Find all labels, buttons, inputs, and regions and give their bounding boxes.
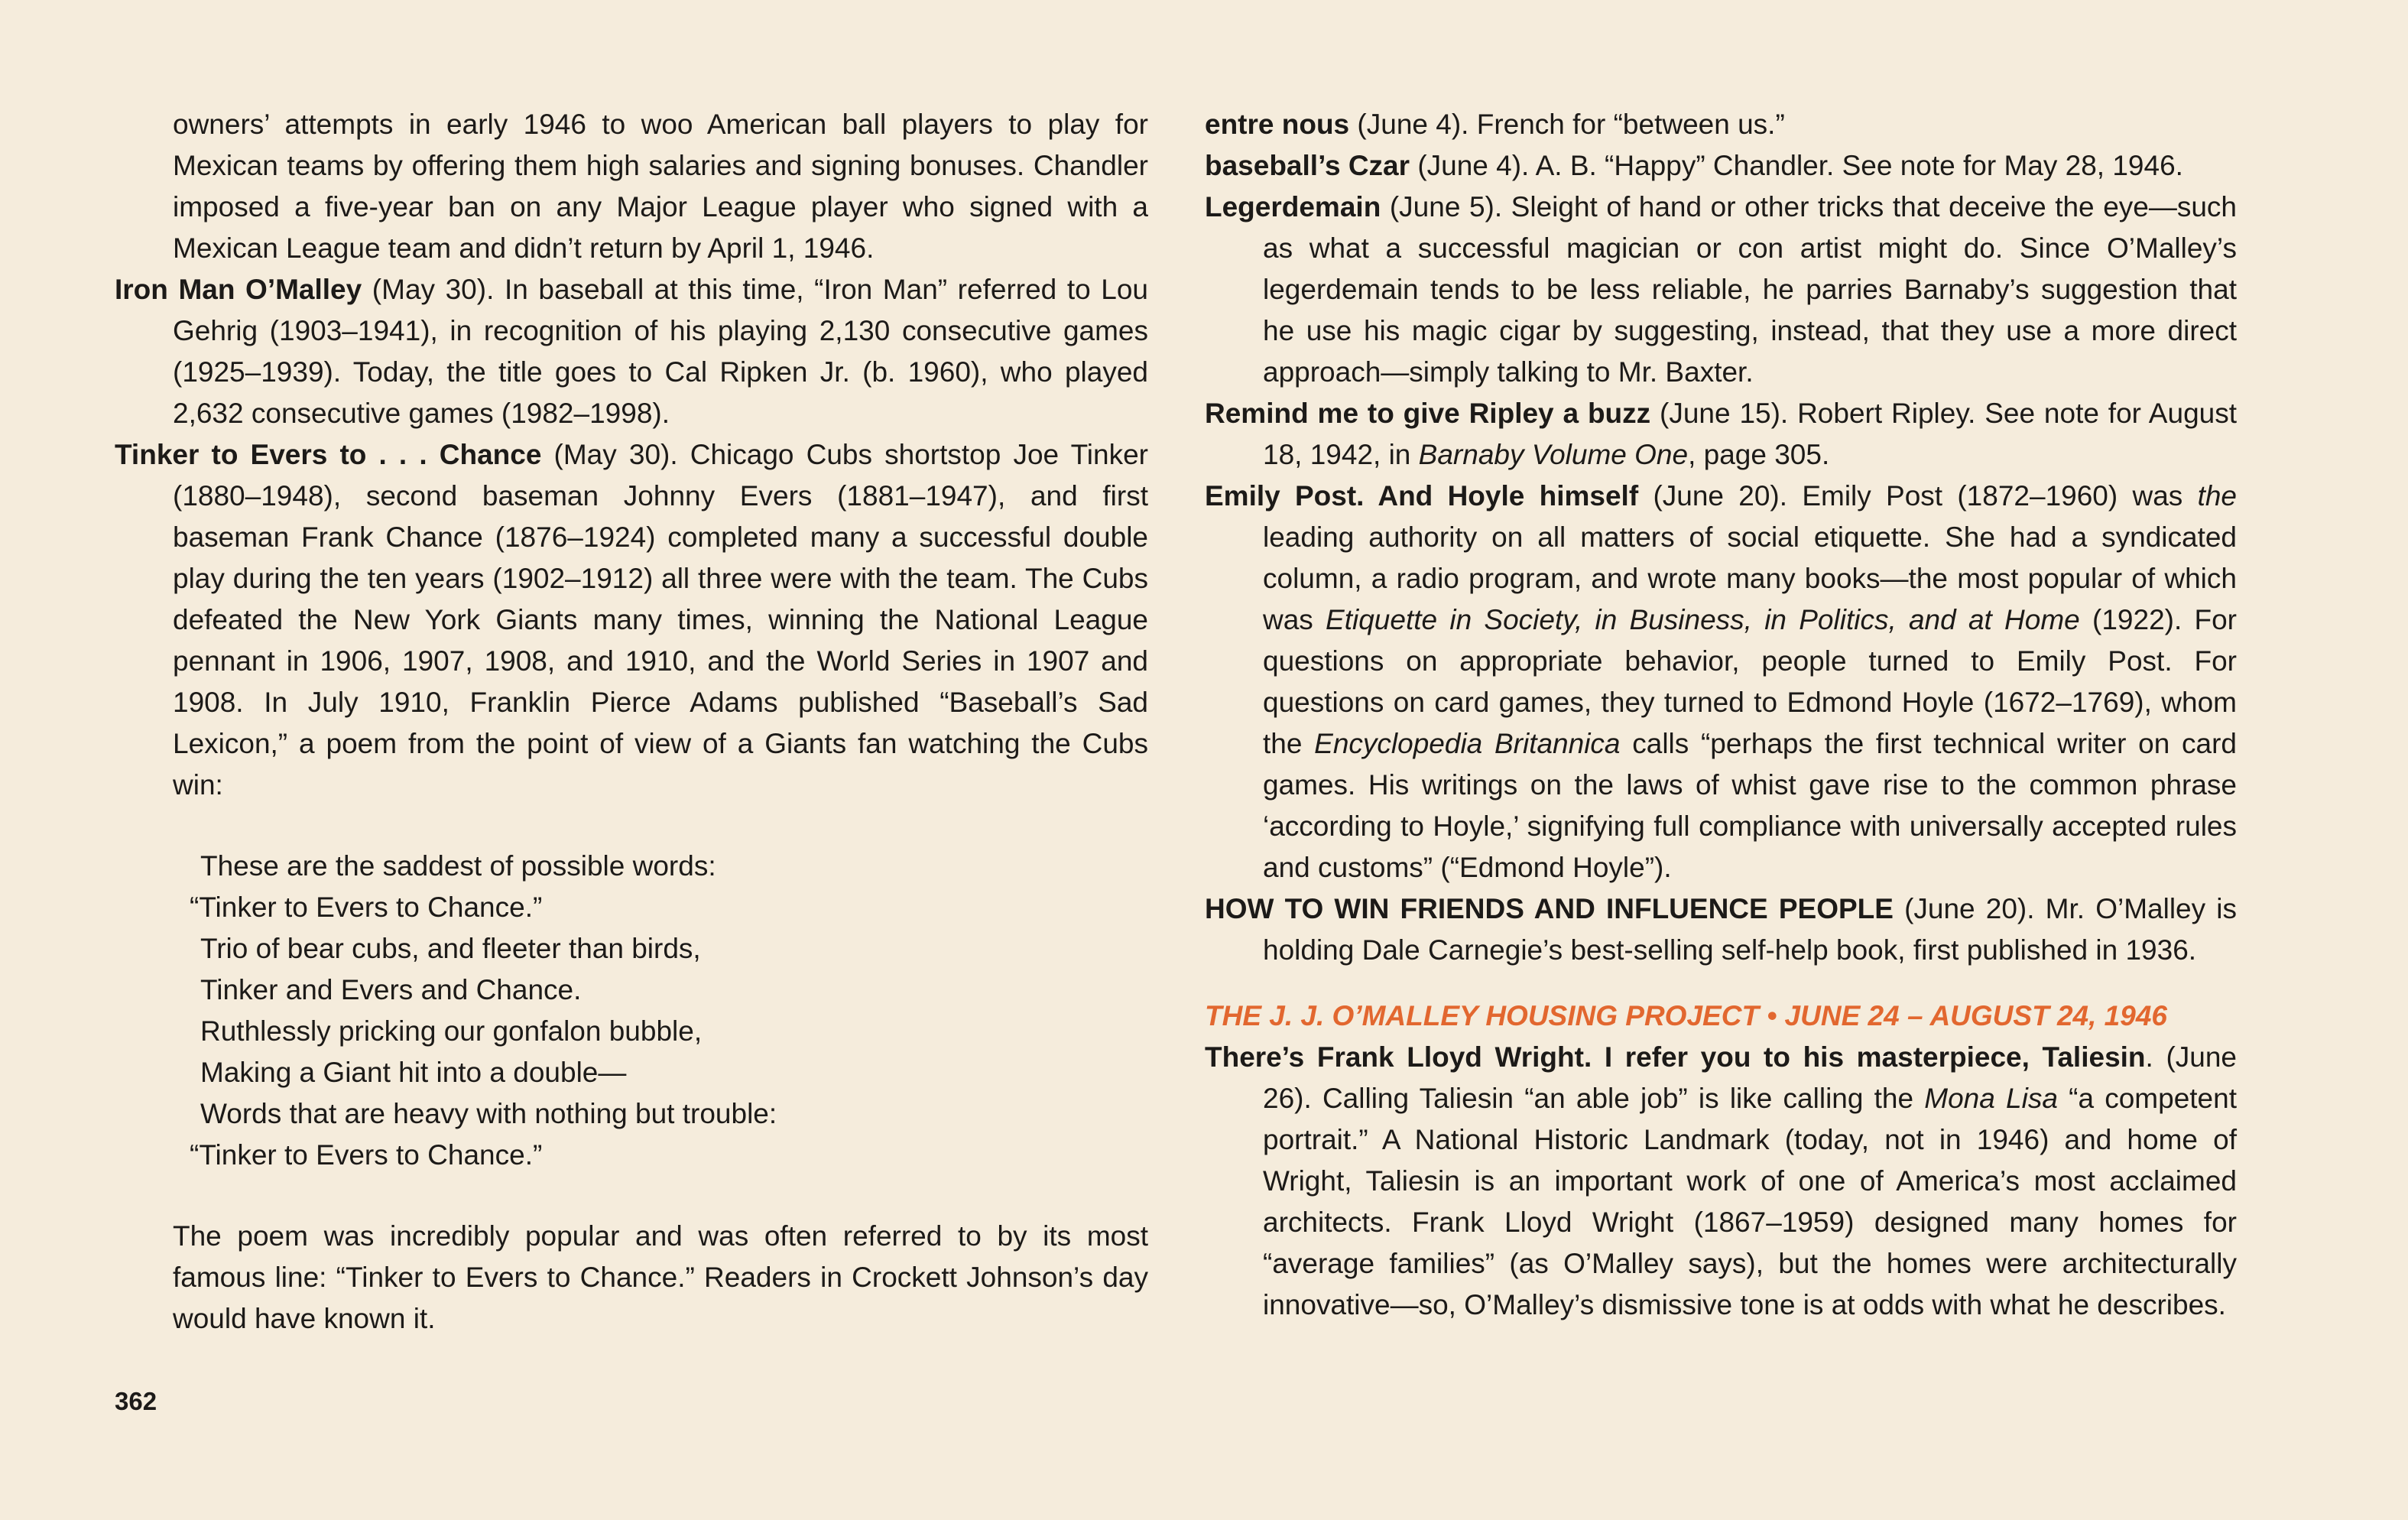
glossary-entry bbox=[1205, 187, 2237, 393]
entry-italic: Mona Lisa bbox=[1924, 1083, 2058, 1114]
after-poem-paragraph: The poem was incredibly popular and was often referred to by its most famous line: “Tinker to Evers to Chance.” Readers in Crockett Johnson’s day would have known it. bbox=[173, 1220, 1148, 1334]
entry-term: Iron Man O’Malley bbox=[115, 274, 362, 305]
entry-text: (June 15). Robert Ripley. See note for August 18, 1942, in bbox=[1263, 398, 2237, 470]
entry-text: (May 30). Chicago Cubs shortstop Joe Tinker (1880–1948), second baseman Johnny Evers (1881–1947), and first baseman Frank Chance (1876–1924) completed many a successful double play during the ten years (1902–1912) all three were with the team. The Cubs defeated the New York Giants many times, winning the National League pennant in 1906, 1907, 1908, and 1910, and the World Series in 1907 and 1908. In July 1910, Franklin Pierce Adams published “Baseball’s Sad Lexicon,” a poem from the point of view of a Giants fan watching the Cubs win: bbox=[173, 439, 1148, 801]
entry-text: (June 20). Emily Post (1872–1960) was bbox=[1638, 480, 2198, 512]
entry-term: HOW TO WIN FRIENDS AND INFLUENCE PEOPLE bbox=[1205, 893, 1894, 924]
entry-text: “a competent portrait.” A National Historic Landmark (today, not in 1946) and home of Wright, Taliesin is an important work of one of America’s most acclaimed architects. Frank Lloyd Wright (1867–1959) designed many homes for “average families” (as O’Malley says), but the homes were architecturally innovative—so, O’Malley’s dismissive tone is at odds with what he describes. bbox=[1263, 1083, 2237, 1320]
poem-line: Words that are heavy with nothing but trouble: bbox=[200, 1098, 777, 1129]
page-number: 362 bbox=[115, 1387, 157, 1415]
poem-line: Trio of bear cubs, and fleeter than birds, bbox=[200, 933, 701, 964]
section-heading: THE J. J. O’MALLEY HOUSING PROJECT • JUNE 24 – AUGUST 24, 1946 bbox=[1205, 1000, 2167, 1031]
glossary-entry bbox=[1205, 888, 2237, 971]
entry-italic: the bbox=[2197, 480, 2237, 512]
entry-term: entre nous bbox=[1205, 109, 1350, 140]
glossary-entry bbox=[115, 269, 1148, 434]
entry-italic: Barnaby Volume One bbox=[1418, 439, 1689, 470]
entry-term: Emily Post. And Hoyle himself bbox=[1205, 480, 1639, 512]
continuation-paragraph: owners’ attempts in early 1946 to woo American ball players to play for Mexican teams by offering them high salaries and signing bonuses. Chandler imposed a five-year ban on any Major League player who signed with a Mexican League team and didn’t return by April 1, 1946. bbox=[173, 109, 1148, 264]
glossary-entry bbox=[1205, 1037, 2237, 1326]
glossary-entry bbox=[1205, 104, 2237, 145]
entry-text: (June 5). Sleight of hand or other tricks that deceive the eye—such as what a successful magician or con artist might do. Since O’Malley’s legerdemain tends to be less reliable, he parries Barnaby’s suggestion that he use his magic cigar by suggesting, instead, that they use a more direct approach—simply talking to Mr. Baxter. bbox=[1263, 191, 2237, 388]
poem-line: Making a Giant hit into a double— bbox=[200, 1057, 627, 1088]
poem-line: Ruthlessly pricking our gonfalon bubble, bbox=[200, 1015, 703, 1047]
entry-italic: Etiquette in Society, in Business, in Politics, and at Home bbox=[1326, 604, 2080, 635]
entry-text: (June 4). French for “between us.” bbox=[1349, 109, 1785, 140]
poem-line: These are the saddest of possible words: bbox=[200, 850, 716, 882]
entry-text: (1922). For questions on appropriate behavior, people turned to Emily Post. For questions on card games, they turned to Edmond Hoyle (1672–1769), whom the bbox=[1263, 604, 2237, 759]
entry-term: Tinker to Evers to . . . Chance bbox=[115, 439, 542, 470]
entry-italic: Encyclopedia Britannica bbox=[1314, 728, 1621, 759]
entry-text: (June 20). Mr. O’Malley is holding Dale Carnegie’s best-selling self-help book, first published in 1936. bbox=[1263, 893, 2237, 966]
left-column bbox=[115, 104, 1148, 1340]
poem-block bbox=[190, 846, 1148, 1176]
glossary-entry bbox=[1205, 145, 2237, 187]
entry-term: baseball’s Czar bbox=[1205, 150, 1410, 181]
glossary-entry bbox=[1205, 476, 2237, 888]
glossary-entry bbox=[1205, 393, 2237, 476]
poem-line: “Tinker to Evers to Chance.” bbox=[190, 892, 543, 923]
right-column bbox=[1205, 104, 2237, 1326]
entry-text: calls “perhaps the first technical writer on card games. His writings on the laws of whist gave rise to the common phrase ‘according to Hoyle,’ signifying full compliance with universally accepted rules and customs” (“Edmond Hoyle”). bbox=[1263, 728, 2237, 883]
entry-term: Remind me to give Ripley a buzz bbox=[1205, 398, 1651, 429]
entry-term: Legerdemain bbox=[1205, 191, 1381, 222]
entry-text: (May 30). In baseball at this time, “Iron Man” referred to Lou Gehrig (1903–1941), in recognition of his playing 2,130 consecutive games (1925–1939). Today, the title goes to Cal Ripken Jr. (b. 1960), who played 2,632 consecutive games (1982–1998). bbox=[173, 274, 1148, 429]
entry-text: . (June 26). Calling Taliesin “an able job” is like calling the bbox=[1263, 1041, 2237, 1114]
entry-term: There’s Frank Lloyd Wright. I refer you to his masterpiece, Taliesin bbox=[1205, 1041, 2146, 1073]
entry-text: , page 305. bbox=[1688, 439, 1830, 470]
poem-line: Tinker and Evers and Chance. bbox=[200, 974, 582, 1005]
entry-text: leading authority on all matters of social etiquette. She had a syndicated column, a radio program, and wrote many books—the most popular of which was bbox=[1263, 521, 2237, 635]
entry-text: (June 4). A. B. “Happy” Chandler. See note for May 28, 1946. bbox=[1410, 150, 2183, 181]
glossary-entry bbox=[115, 434, 1148, 806]
poem-line: “Tinker to Evers to Chance.” bbox=[190, 1139, 543, 1171]
